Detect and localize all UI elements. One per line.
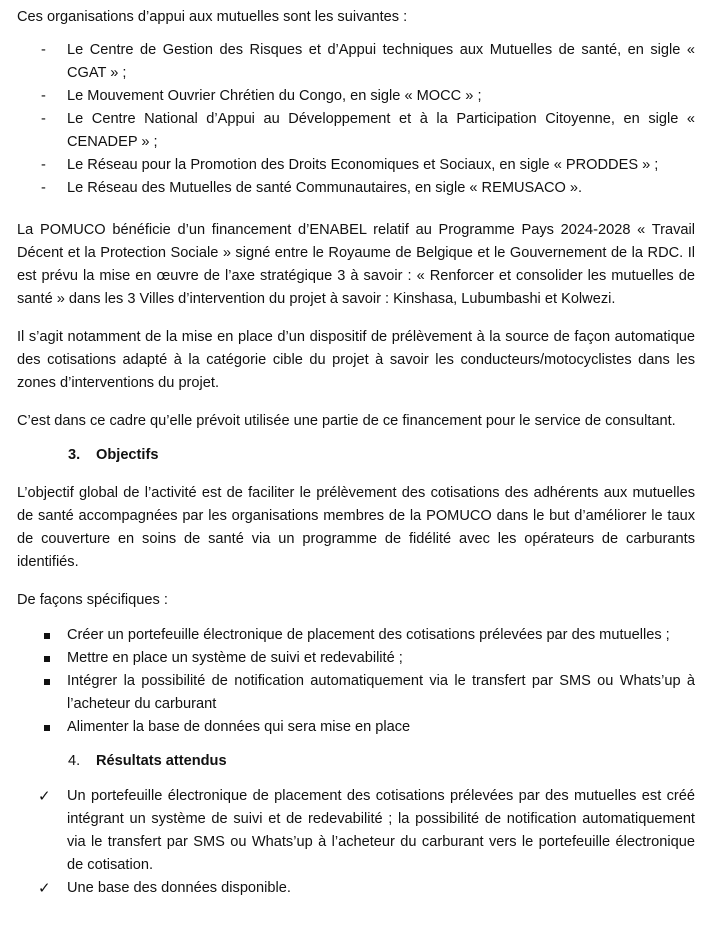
square-bullet-icon xyxy=(44,656,50,662)
dash-bullet: - xyxy=(41,42,46,58)
list-item: ✓ Une base des données disponible. xyxy=(17,877,695,900)
list-item: ✓ Un portefeuille électronique de placement des cotisations prélevées par des mutuelles est créé intégrant un système de suivi et de redevabilité ; la possibilité de notification automatiquement via le transfert par SMS ou Whats’up à l’acheteur du carburant vers le portefeuille électronique de cotisation. xyxy=(38,787,695,873)
dash-bullet: - xyxy=(41,111,46,127)
section-title: Résultats attendus xyxy=(96,753,227,769)
section-heading-objectifs xyxy=(17,444,695,467)
section-number: 4. xyxy=(68,753,81,769)
list-item: Alimenter la base de données qui sera mise en place xyxy=(17,716,695,739)
list-item: Créer un portefeuille électronique de placement des cotisations prélevées par des mutuelles ; xyxy=(17,624,695,647)
list-item: - Le Centre de Gestion des Risques et d’Appui techniques aux Mutuelles de santé, en sigle « CGAT » ; xyxy=(17,39,695,85)
list-item: - Le Mouvement Ouvrier Chrétien du Congo, en sigle « MOCC » ; xyxy=(17,85,695,108)
specifiques-list xyxy=(17,624,695,739)
dispositif-paragraph: Il s’agit notamment de la mise en place d’un dispositif de prélèvement à la source de façon automatique des cotisations adapté à la catégorie cible du projet à savoir les conducteurs/motocyclistes dans les zones d’interventions du projet. xyxy=(17,329,695,391)
square-bullet-icon xyxy=(44,725,50,731)
cadre-paragraph: C’est dans ce cadre qu’elle prévoit utilisée une partie de ce financement pour le service de consultant. xyxy=(17,413,676,429)
list-item: - Le Réseau pour la Promotion des Droits Economiques et Sociaux, en sigle « PRODDES » ; xyxy=(17,154,695,177)
list-item: Intégrer la possibilité de notification automatiquement via le transfert par SMS ou Whats’up à l’acheteur du carburant xyxy=(17,670,695,716)
specifiques-intro: De façons spécifiques : xyxy=(17,592,168,608)
section-title: Objectifs xyxy=(96,447,159,463)
list-item: - Le Centre National d’Appui au Développement et à la Participation Citoyenne, en sigle « CENADEP » ; xyxy=(17,108,695,154)
list-item: - Le Réseau des Mutuelles de santé Communautaires, en sigle « REMUSACO ». xyxy=(17,177,695,200)
section-heading-resultats xyxy=(17,750,695,773)
intro-text: Ces organisations d’appui aux mutuelles sont les suivantes : xyxy=(17,9,408,25)
financement-paragraph: La POMUCO bénéficie d’un financement d’ENABEL relatif au Programme Pays 2024-2028 « Travail Décent et la Protection Sociale » signé entre le Royaume de Belgique et le Gouvernement de la RDC. Il est prévu la mise en œuvre de l’axe stratégique 3 à savoir : « Renforcer et consolider les mutuelles de santé » dans les 3 Villes d’intervention du projet à savoir : Kinshasa, Lubumbashi et Kolwezi. xyxy=(17,222,695,307)
list-item: Mettre en place un système de suivi et redevabilité ; xyxy=(17,647,695,670)
organisations-list xyxy=(17,39,695,200)
dash-bullet: - xyxy=(41,157,46,173)
checkmark-icon: ✓ xyxy=(38,879,51,897)
section-number: 3. xyxy=(68,447,81,463)
objectif-paragraph: L’objectif global de l’activité est de faciliter le prélèvement des cotisations des adhérents aux mutuelles de santé accompagnées par les organisations membres de la POMUCO dans le but d’améliorer le taux de couverture en soins de santé via un programme de fidélité avec les opérateurs de carburants identifiés. xyxy=(17,485,695,570)
checkmark-icon: ✓ xyxy=(38,787,51,805)
dash-bullet: - xyxy=(41,88,46,104)
square-bullet-icon xyxy=(44,679,50,685)
resultats-list xyxy=(17,785,695,900)
dash-bullet: - xyxy=(41,180,46,196)
square-bullet-icon xyxy=(44,633,50,639)
